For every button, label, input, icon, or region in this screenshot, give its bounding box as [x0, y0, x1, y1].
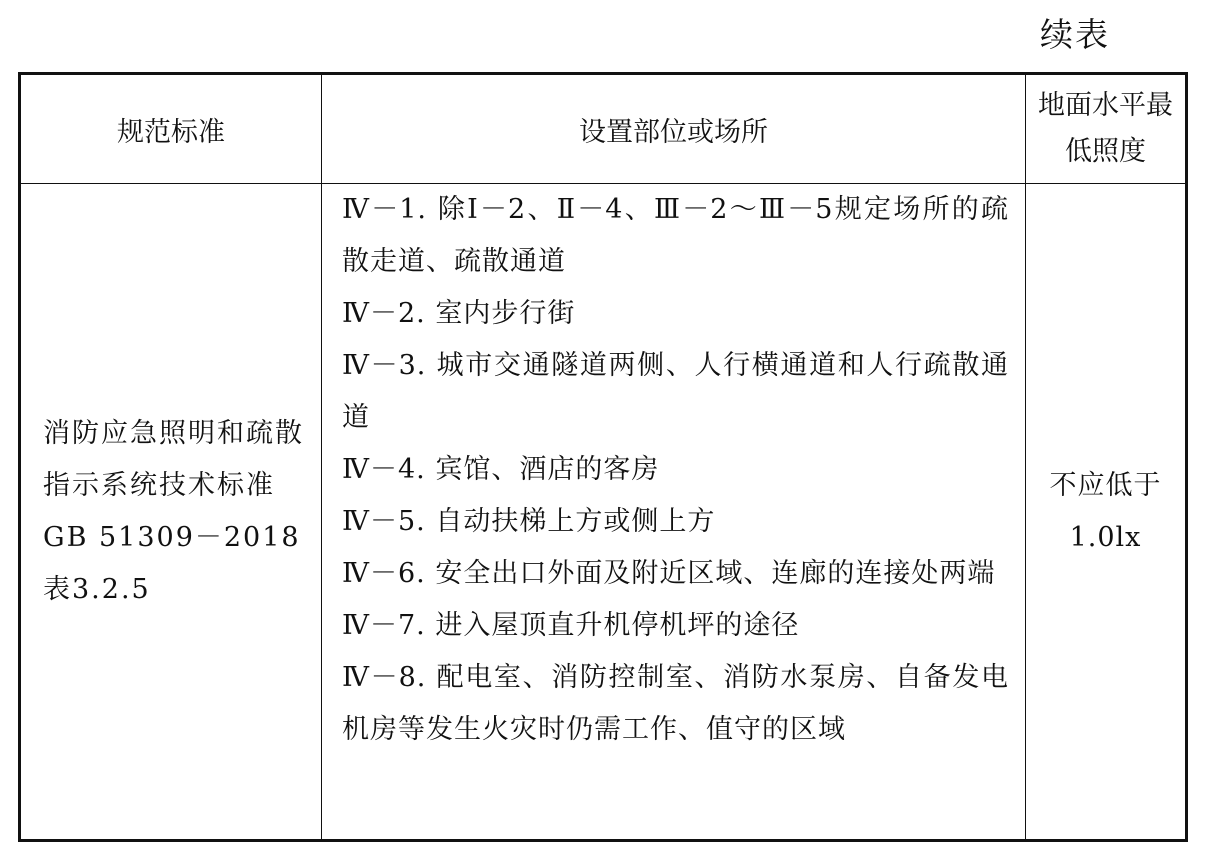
header-standard: 规范标准 [20, 74, 322, 184]
table-header [20, 74, 1187, 184]
continued-table-label: 续表 [1040, 15, 1110, 54]
location-cell [322, 184, 1026, 841]
location-item: Ⅳ－4. 宾馆、酒店的客房 [342, 454, 660, 485]
header-location: 设置部位或场所 [322, 74, 1026, 184]
location-list [342, 184, 1009, 756]
location-item: Ⅳ－3. 城市交通隧道两侧、人行横通道和人行疏散通道 [342, 350, 1009, 433]
header-row [20, 74, 1187, 184]
header-illuminance: 地面水平最低照度 [1026, 74, 1187, 184]
location-item: Ⅳ－7. 进入屋顶直升机停机坪的途径 [342, 610, 800, 641]
standard-cell: 消防应急照明和疏散指示系统技术标准 GB 51309－2018 表3.2.5 [20, 184, 322, 841]
illuminance-spec-table [18, 72, 1188, 842]
location-item: Ⅳ－8. 配电室、消防控制室、消防水泵房、自备发电机房等发生火灾时仍需工作、值守的区域 [342, 662, 1009, 745]
table-body [20, 184, 1187, 841]
location-item: Ⅳ－6. 安全出口外面及附近区域、连廊的连接处两端 [342, 558, 996, 589]
location-item: Ⅳ－1. 除Ⅰ－2、Ⅱ－4、Ⅲ－2～Ⅲ－5规定场所的疏散走道、疏散通道 [342, 194, 1009, 277]
table-row [20, 184, 1187, 841]
location-item: Ⅳ－2. 室内步行街 [342, 298, 576, 329]
illuminance-cell: 不应低于1.0lx [1026, 184, 1187, 841]
location-item: Ⅳ－5. 自动扶梯上方或侧上方 [342, 506, 716, 537]
